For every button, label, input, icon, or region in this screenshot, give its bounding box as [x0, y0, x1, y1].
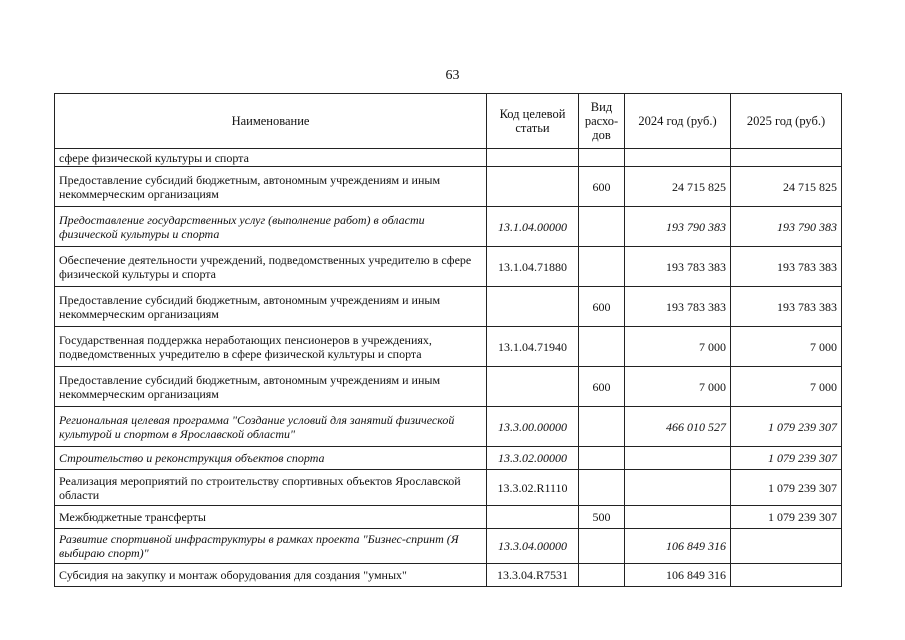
row-name: Государственная поддержка неработающих пенсионеров в учреждениях, подведомственных учредителю в сфере физической культуры и спорта [55, 327, 487, 367]
row-code: 13.1.04.71940 [487, 327, 579, 367]
table-row [55, 529, 842, 564]
row-code: 13.3.04.R7531 [487, 564, 579, 587]
table-row [55, 167, 842, 207]
row-kind: 600 [579, 367, 625, 407]
row-kind [579, 247, 625, 287]
table-row [55, 247, 842, 287]
table-row [55, 564, 842, 587]
row-kind [579, 529, 625, 564]
row-name: Предоставление субсидий бюджетным, автономным учреждениям и иным некоммерческим организациям [55, 167, 487, 207]
table-row [55, 207, 842, 247]
row-name: сфере физической культуры и спорта [55, 149, 487, 167]
row-kind [579, 447, 625, 470]
row-amount-2024: 7 000 [625, 327, 731, 367]
row-amount-2025: 7 000 [731, 327, 842, 367]
row-amount-2025 [731, 529, 842, 564]
row-kind: 600 [579, 287, 625, 327]
row-kind: 600 [579, 167, 625, 207]
table-body [55, 149, 842, 587]
row-code: 13.3.02.R1110 [487, 470, 579, 506]
page-number: 63 [445, 68, 460, 83]
row-amount-2024 [625, 470, 731, 506]
row-amount-2025: 193 783 383 [731, 287, 842, 327]
row-kind [579, 149, 625, 167]
row-code: 13.3.02.00000 [487, 447, 579, 470]
row-amount-2025: 1 079 239 307 [731, 407, 842, 447]
row-name: Реализация мероприятий по строительству спортивных объектов Ярославской области [55, 470, 487, 506]
table-header-row [55, 94, 842, 149]
row-kind [579, 564, 625, 587]
row-kind [579, 407, 625, 447]
row-amount-2025: 1 079 239 307 [731, 506, 842, 529]
row-name: Развитие спортивной инфраструктуры в рамках проекта "Бизнес-спринт (Я выбираю спорт)" [55, 529, 487, 564]
row-amount-2025: 7 000 [731, 367, 842, 407]
row-name: Предоставление субсидий бюджетным, автономным учреждениям и иным некоммерческим организациям [55, 367, 487, 407]
row-code: 13.1.04.00000 [487, 207, 579, 247]
row-name: Строительство и реконструкция объектов спорта [55, 447, 487, 470]
table-row [55, 367, 842, 407]
row-amount-2024: 106 849 316 [625, 564, 731, 587]
row-code: 13.3.00.00000 [487, 407, 579, 447]
header-code: Код целевой статьи [487, 94, 579, 149]
row-name: Межбюджетные трансферты [55, 506, 487, 529]
row-code [487, 149, 579, 167]
row-amount-2025: 1 079 239 307 [731, 447, 842, 470]
row-code: 13.1.04.71880 [487, 247, 579, 287]
row-code [487, 367, 579, 407]
table-row [55, 447, 842, 470]
table-row [55, 506, 842, 529]
header-kind: Вид расхо-дов [579, 94, 625, 149]
row-name: Региональная целевая программа "Создание условий для занятий физической культурой и спортом в Ярославской области" [55, 407, 487, 447]
row-amount-2025 [731, 564, 842, 587]
row-amount-2024: 193 783 383 [625, 287, 731, 327]
row-amount-2024: 24 715 825 [625, 167, 731, 207]
row-amount-2024: 7 000 [625, 367, 731, 407]
header-name: Наименование [55, 94, 487, 149]
row-code [487, 506, 579, 529]
row-amount-2024: 106 849 316 [625, 529, 731, 564]
row-name: Обеспечение деятельности учреждений, подведомственных учредителю в сфере физической культуры и спорта [55, 247, 487, 287]
table-row [55, 407, 842, 447]
table-row [55, 149, 842, 167]
row-amount-2024: 466 010 527 [625, 407, 731, 447]
row-amount-2025: 193 783 383 [731, 247, 842, 287]
table-row [55, 287, 842, 327]
row-name: Предоставление субсидий бюджетным, автономным учреждениям и иным некоммерческим организациям [55, 287, 487, 327]
row-kind [579, 327, 625, 367]
row-amount-2025 [731, 149, 842, 167]
row-amount-2025: 1 079 239 307 [731, 470, 842, 506]
row-name: Субсидия на закупку и монтаж оборудования для создания "умных" [55, 564, 487, 587]
table-row [55, 327, 842, 367]
row-code [487, 167, 579, 207]
row-amount-2024: 193 783 383 [625, 247, 731, 287]
row-kind: 500 [579, 506, 625, 529]
row-kind [579, 207, 625, 247]
row-amount-2025: 193 790 383 [731, 207, 842, 247]
row-code: 13.3.04.00000 [487, 529, 579, 564]
header-year-2025: 2025 год (руб.) [731, 94, 842, 149]
row-amount-2024 [625, 149, 731, 167]
row-amount-2024 [625, 506, 731, 529]
budget-table [54, 93, 842, 587]
row-code [487, 287, 579, 327]
header-year-2024: 2024 год (руб.) [625, 94, 731, 149]
row-amount-2025: 24 715 825 [731, 167, 842, 207]
table-row [55, 470, 842, 506]
row-amount-2024: 193 790 383 [625, 207, 731, 247]
row-amount-2024 [625, 447, 731, 470]
row-name: Предоставление государственных услуг (выполнение работ) в области физической культуры и спорта [55, 207, 487, 247]
row-kind [579, 470, 625, 506]
